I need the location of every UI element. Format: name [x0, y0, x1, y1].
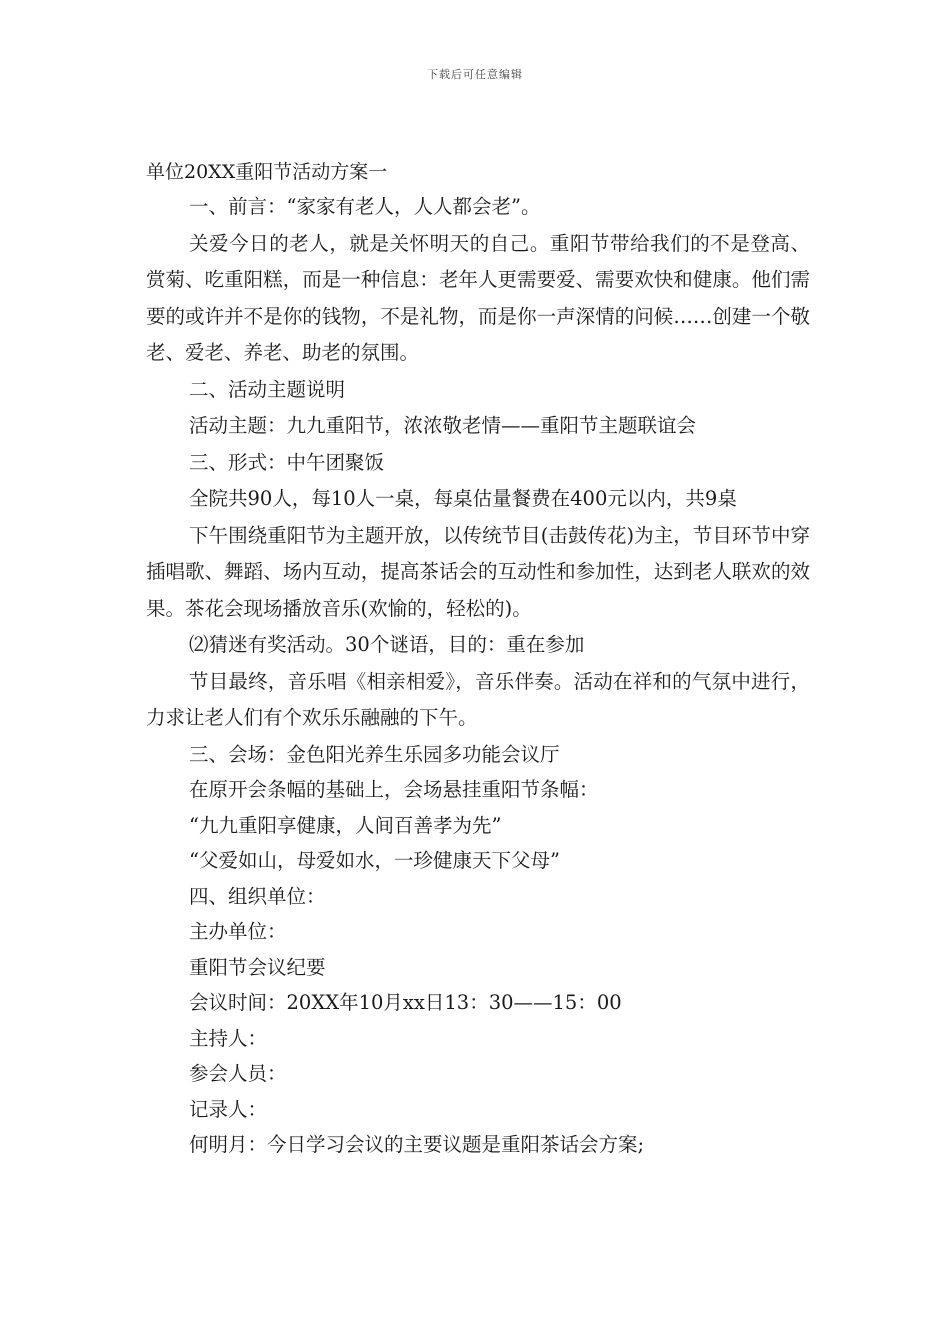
paragraph-care-elderly: 关爱今日的老人，就是关怀明天的自己。重阳节带给我们的不是登高、赏菊、吃重阳糕，而是一种信息：老年人更需要爱、需要欢快和健康。他们需要的或许并不是你的钱物，不是礼物，而是你一声深情的问候……创建一个敬老、爱老、养老、助老的氛围。	[146, 231, 810, 364]
page-header-note: 下载后可任意编辑	[427, 68, 523, 81]
paragraph-banner-two: “父爱如山，母爱如水，一珍健康天下父母”	[189, 849, 560, 872]
paragraph-host-unit: 主办单位：	[189, 920, 287, 943]
paragraph-recorder: 记录人：	[189, 1097, 268, 1121]
paragraph-he-mingyue: 何明月：今日学习会议的主要议题是重阳茶话会方案;	[189, 1133, 645, 1156]
document-body	[146, 155, 810, 1163]
paragraph-banner-intro: 在原开会条幅的基础上，会场悬挂重阳节条幅：	[189, 778, 599, 801]
paragraph-moderator: 主持人：	[189, 1026, 268, 1050]
paragraph-tables: 全院共90人，每10人一桌，每桌估量餐费在400元以内，共9桌	[189, 487, 737, 510]
document-title: 单位20XX重阳节活动方案一	[146, 161, 388, 183]
paragraph-venue-heading: 三、会场：金色阳光养生乐园多功能会议厅	[189, 742, 560, 766]
paragraph-preface: 一、前言：“家家有老人，人人都会老”。	[189, 195, 541, 218]
paragraph-banner-one: “九九重阳享健康，人间百善孝为先”	[189, 813, 502, 837]
paragraph-riddle-activity: ⑵猜迷有奖活动。30个谜语，目的：重在参加	[189, 633, 585, 656]
paragraph-theme-heading: 二、活动主题说明	[189, 377, 346, 401]
paragraph-minutes-title: 重阳节会议纪要	[189, 955, 326, 979]
paragraph-attendees: 参会人员：	[189, 1062, 287, 1085]
paragraph-finale: 节目最终，音乐唱《相亲相爱》，音乐伴奏。活动在祥和的气氛中进行，力求让老人们有个欢乐乐融融的下午。	[146, 669, 810, 729]
paragraph-theme: 活动主题：九九重阳节，浓浓敬老情——重阳节主题联谊会	[189, 414, 697, 437]
paragraph-organizer-heading: 四、组织单位：	[189, 884, 326, 908]
paragraph-afternoon-program: 下午围绕重阳节为主题开放，以传统节目(击鼓传花)为主，节目环节中穿插唱歌、舞蹈、场内互动，提高茶话会的互动性和参加性，达到老人联欢的效果。茶花会现场播放音乐(欢愉的，轻松的)。	[146, 523, 810, 620]
paragraph-meeting-time: 会议时间：20XX年10月xx日13：30——15：00	[189, 991, 622, 1014]
paragraph-form-heading: 三、形式：中午团聚饭	[189, 450, 385, 474]
